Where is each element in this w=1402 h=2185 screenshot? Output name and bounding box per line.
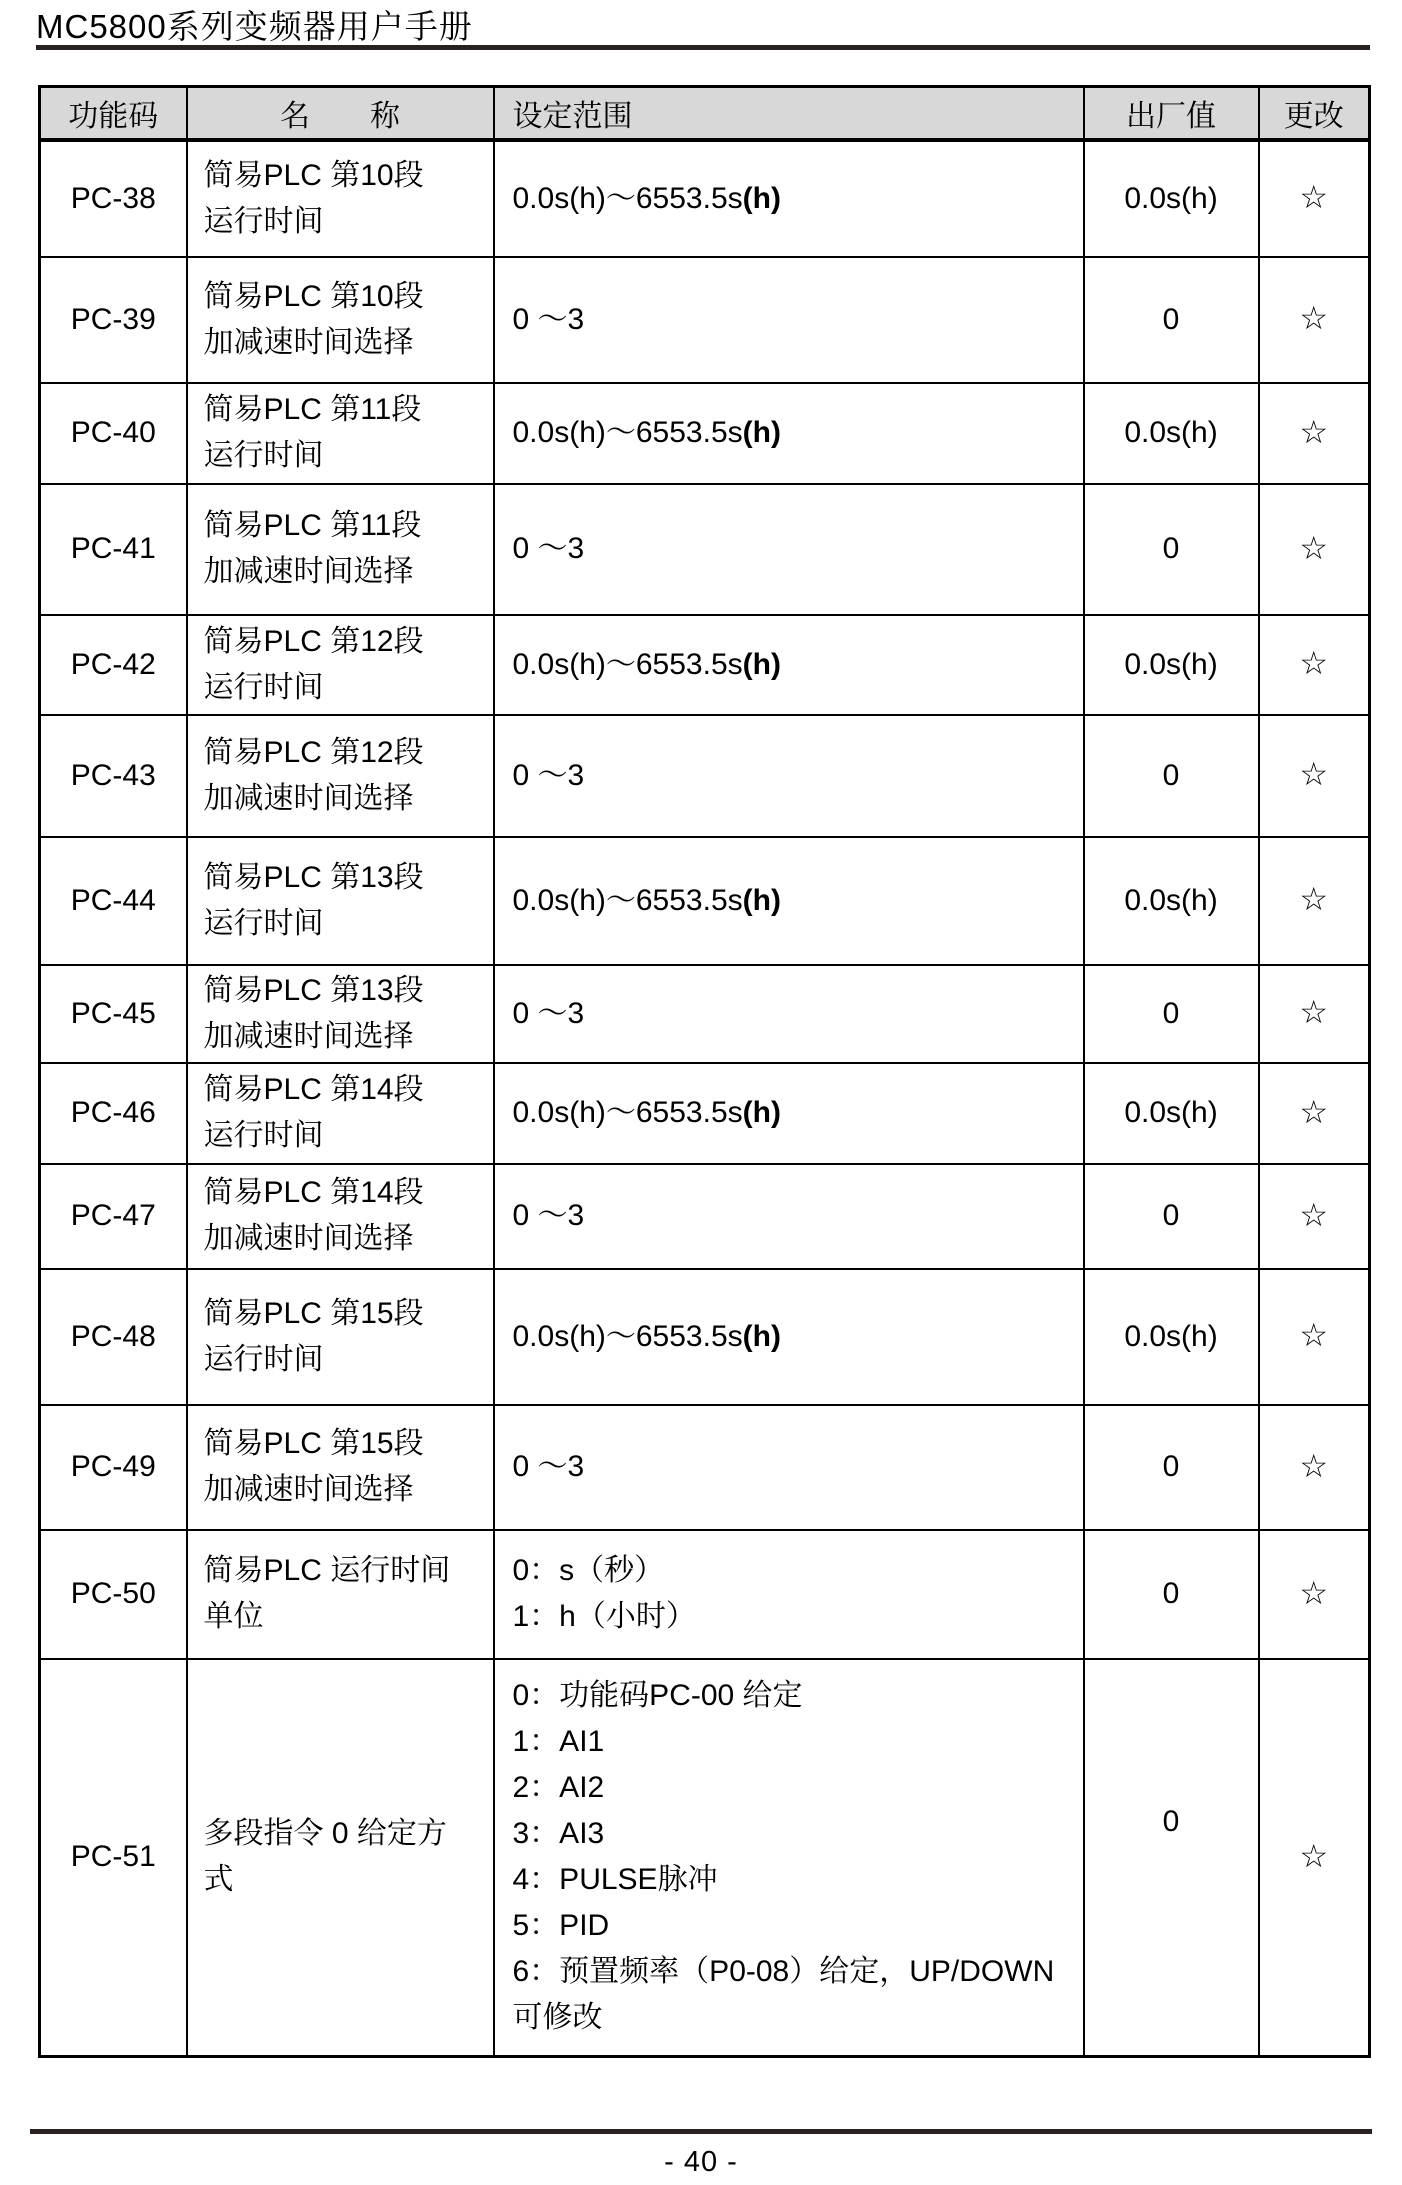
name-cell bbox=[187, 257, 494, 383]
name-line: 简易PLC 第15段 bbox=[203, 1427, 424, 1460]
function-code-cell: PC-38 bbox=[40, 140, 187, 257]
range-line: 可修改 bbox=[512, 2001, 603, 2035]
factory-value-cell: 0.0s(h) bbox=[1084, 837, 1259, 965]
table-row bbox=[40, 383, 1370, 484]
star-icon: ☆ bbox=[1299, 994, 1329, 1030]
setting-range-cell bbox=[494, 1164, 1084, 1269]
name-line: 简易PLC 第14段 bbox=[203, 1073, 424, 1106]
setting-range-cell bbox=[494, 1659, 1084, 2057]
star-icon: ☆ bbox=[1299, 1574, 1329, 1611]
star-icon: ☆ bbox=[1299, 1317, 1329, 1353]
range-line: 3：AI3 bbox=[512, 1817, 605, 1851]
function-code-cell: PC-48 bbox=[40, 1269, 187, 1405]
factory-value-cell: 0 bbox=[1084, 1164, 1259, 1269]
name-line: 式 bbox=[203, 1863, 234, 1897]
range-line: 0.0s(h)～6553.5s(h) bbox=[512, 181, 781, 215]
name-line: 简易PLC 第11段 bbox=[203, 393, 422, 426]
name-line: 简易PLC 第10段 bbox=[203, 158, 424, 192]
name-line: 单位 bbox=[203, 1600, 264, 1633]
name-line: 运行时间 bbox=[203, 670, 324, 704]
factory-value-cell: 0 bbox=[1084, 1405, 1259, 1530]
range-line: 0 ～3 bbox=[512, 1450, 585, 1483]
function-code-cell: PC-44 bbox=[40, 837, 187, 965]
name-cell bbox=[187, 1063, 494, 1164]
function-code-cell: PC-47 bbox=[40, 1164, 187, 1269]
star-icon: ☆ bbox=[1299, 645, 1329, 681]
setting-range-cell bbox=[494, 140, 1084, 257]
function-code-cell: PC-43 bbox=[40, 715, 187, 837]
table-row bbox=[40, 1405, 1370, 1530]
table-row bbox=[40, 1530, 1370, 1659]
factory-value-cell: 0 bbox=[1084, 1530, 1259, 1659]
change-flag-cell bbox=[1259, 1659, 1370, 2057]
change-flag-cell bbox=[1259, 615, 1370, 715]
name-cell bbox=[187, 484, 494, 615]
range-line: 0：s（秒） bbox=[512, 1554, 665, 1587]
factory-value-cell: 0.0s(h) bbox=[1084, 1063, 1259, 1164]
factory-value-cell: 0 bbox=[1084, 257, 1259, 383]
col-header-function-code: 功能码 bbox=[40, 87, 187, 140]
footer-rule bbox=[30, 2129, 1372, 2134]
name-line: 简易PLC 第13段 bbox=[203, 973, 424, 1007]
name-line: 运行时间 bbox=[203, 1342, 324, 1376]
table-row bbox=[40, 837, 1370, 965]
page-title: MC5800系列变频器用户手册 bbox=[36, 8, 473, 45]
range-line: 0 ～3 bbox=[512, 996, 585, 1030]
setting-range-cell bbox=[494, 965, 1084, 1063]
range-line: 0 ～3 bbox=[512, 1199, 585, 1232]
change-flag-cell bbox=[1259, 837, 1370, 965]
table-row bbox=[40, 1063, 1370, 1164]
star-icon: ☆ bbox=[1299, 179, 1329, 215]
range-line: 0 ～3 bbox=[512, 302, 585, 336]
setting-range-cell bbox=[494, 383, 1084, 484]
range-line: 0：功能码PC-00 给定 bbox=[512, 1679, 803, 1713]
table-row bbox=[40, 1659, 1370, 2057]
col-header-setting-range: 设定范围 bbox=[494, 87, 1084, 140]
name-line: 简易PLC 运行时间 bbox=[203, 1554, 451, 1587]
star-icon: ☆ bbox=[1299, 881, 1329, 917]
table-row bbox=[40, 1164, 1370, 1269]
factory-value-cell: 0 bbox=[1084, 965, 1259, 1063]
table-row bbox=[40, 615, 1370, 715]
function-code-cell: PC-49 bbox=[40, 1405, 187, 1530]
name-line: 简易PLC 第12段 bbox=[203, 735, 424, 769]
star-icon: ☆ bbox=[1299, 1093, 1329, 1130]
function-code-cell: PC-45 bbox=[40, 965, 187, 1063]
star-icon: ☆ bbox=[1299, 1447, 1329, 1484]
factory-value-cell: 0.0s(h) bbox=[1084, 140, 1259, 257]
range-line: 1：h（小时） bbox=[512, 1600, 696, 1633]
table-row bbox=[40, 257, 1370, 383]
range-line: 0 ～3 bbox=[512, 758, 585, 792]
name-line: 简易PLC 第11段 bbox=[203, 509, 422, 542]
name-line: 运行时间 bbox=[203, 439, 324, 472]
range-line: 4：PULSE脉冲 bbox=[512, 1863, 718, 1897]
name-line: 加减速时间选择 bbox=[203, 1019, 414, 1053]
table-row bbox=[40, 140, 1370, 257]
change-flag-cell bbox=[1259, 257, 1370, 383]
name-line: 运行时间 bbox=[203, 1119, 324, 1152]
star-icon: ☆ bbox=[1299, 413, 1329, 450]
setting-range-cell bbox=[494, 837, 1084, 965]
name-line: 加减速时间选择 bbox=[203, 1473, 414, 1506]
name-line: 运行时间 bbox=[203, 906, 324, 940]
factory-value-cell: 0 bbox=[1084, 715, 1259, 837]
name-cell bbox=[187, 140, 494, 257]
name-cell bbox=[187, 965, 494, 1063]
name-cell bbox=[187, 715, 494, 837]
change-flag-cell bbox=[1259, 1405, 1370, 1530]
factory-value-cell: 0 bbox=[1084, 484, 1259, 615]
setting-range-cell bbox=[494, 257, 1084, 383]
setting-range-cell bbox=[494, 1063, 1084, 1164]
name-line: 简易PLC 第12段 bbox=[203, 624, 424, 658]
setting-range-cell bbox=[494, 484, 1084, 615]
change-flag-cell bbox=[1259, 140, 1370, 257]
star-icon: ☆ bbox=[1299, 1837, 1329, 1874]
change-flag-cell bbox=[1259, 383, 1370, 484]
name-line: 简易PLC 第10段 bbox=[203, 279, 424, 313]
name-cell bbox=[187, 615, 494, 715]
change-flag-cell bbox=[1259, 1269, 1370, 1405]
function-code-cell: PC-39 bbox=[40, 257, 187, 383]
col-header-name: 名 称 bbox=[187, 87, 494, 140]
change-flag-cell bbox=[1259, 715, 1370, 837]
name-line: 简易PLC 第15段 bbox=[203, 1296, 424, 1330]
name-cell bbox=[187, 1164, 494, 1269]
star-icon: ☆ bbox=[1299, 529, 1329, 566]
setting-range-cell bbox=[494, 1269, 1084, 1405]
name-line: 简易PLC 第13段 bbox=[203, 860, 424, 894]
col-header-change: 更改 bbox=[1259, 87, 1370, 140]
table-row bbox=[40, 965, 1370, 1063]
table-row bbox=[40, 1269, 1370, 1405]
function-code-cell: PC-46 bbox=[40, 1063, 187, 1164]
setting-range-cell bbox=[494, 615, 1084, 715]
name-cell bbox=[187, 1659, 494, 2057]
range-line: 1：AI1 bbox=[512, 1725, 605, 1759]
function-code-cell: PC-42 bbox=[40, 615, 187, 715]
range-line: 0.0s(h)～6553.5s(h) bbox=[512, 883, 781, 917]
table-row bbox=[40, 715, 1370, 837]
header-rule bbox=[36, 45, 1370, 50]
change-flag-cell bbox=[1259, 484, 1370, 615]
name-cell bbox=[187, 1530, 494, 1659]
range-line: 0.0s(h)～6553.5s(h) bbox=[512, 416, 781, 449]
change-flag-cell bbox=[1259, 1063, 1370, 1164]
star-icon: ☆ bbox=[1299, 756, 1329, 792]
name-line: 运行时间 bbox=[203, 204, 324, 238]
name-line: 加减速时间选择 bbox=[203, 325, 414, 359]
table-header-row bbox=[40, 87, 1370, 140]
range-line: 6：预置频率（P0-08）给定，UP/DOWN bbox=[512, 1955, 1055, 1989]
function-code-cell: PC-41 bbox=[40, 484, 187, 615]
name-line: 多段指令 0 给定方 bbox=[203, 1817, 447, 1851]
range-line: 2：AI2 bbox=[512, 1771, 605, 1805]
function-code-cell: PC-51 bbox=[40, 1659, 187, 2057]
star-icon: ☆ bbox=[1299, 1196, 1329, 1233]
range-line: 0 ～3 bbox=[512, 532, 585, 565]
factory-value-cell: 0 bbox=[1084, 1659, 1259, 2057]
name-cell bbox=[187, 1269, 494, 1405]
function-code-cell: PC-40 bbox=[40, 383, 187, 484]
factory-value-cell: 0.0s(h) bbox=[1084, 383, 1259, 484]
name-cell bbox=[187, 383, 494, 484]
range-line: 0.0s(h)～6553.5s(h) bbox=[512, 1096, 781, 1129]
factory-value-cell: 0.0s(h) bbox=[1084, 1269, 1259, 1405]
range-line: 0.0s(h)～6553.5s(h) bbox=[512, 647, 781, 681]
table-row bbox=[40, 484, 1370, 615]
star-icon: ☆ bbox=[1299, 300, 1329, 336]
name-cell bbox=[187, 1405, 494, 1530]
name-line: 加减速时间选择 bbox=[203, 1222, 414, 1255]
range-line: 5：PID bbox=[512, 1909, 610, 1943]
name-line: 加减速时间选择 bbox=[203, 781, 414, 815]
setting-range-cell bbox=[494, 1530, 1084, 1659]
factory-value-cell: 0.0s(h) bbox=[1084, 615, 1259, 715]
col-header-factory-value: 出厂值 bbox=[1084, 87, 1259, 140]
name-cell bbox=[187, 837, 494, 965]
change-flag-cell bbox=[1259, 1530, 1370, 1659]
page-number: - 40 - bbox=[664, 2146, 738, 2178]
change-flag-cell bbox=[1259, 1164, 1370, 1269]
change-flag-cell bbox=[1259, 965, 1370, 1063]
setting-range-cell bbox=[494, 715, 1084, 837]
range-line: 0.0s(h)～6553.5s(h) bbox=[512, 1319, 781, 1353]
function-code-cell: PC-50 bbox=[40, 1530, 187, 1659]
name-line: 加减速时间选择 bbox=[203, 555, 414, 588]
setting-range-cell bbox=[494, 1405, 1084, 1530]
name-line: 简易PLC 第14段 bbox=[203, 1176, 424, 1209]
parameter-table bbox=[38, 85, 1371, 2058]
